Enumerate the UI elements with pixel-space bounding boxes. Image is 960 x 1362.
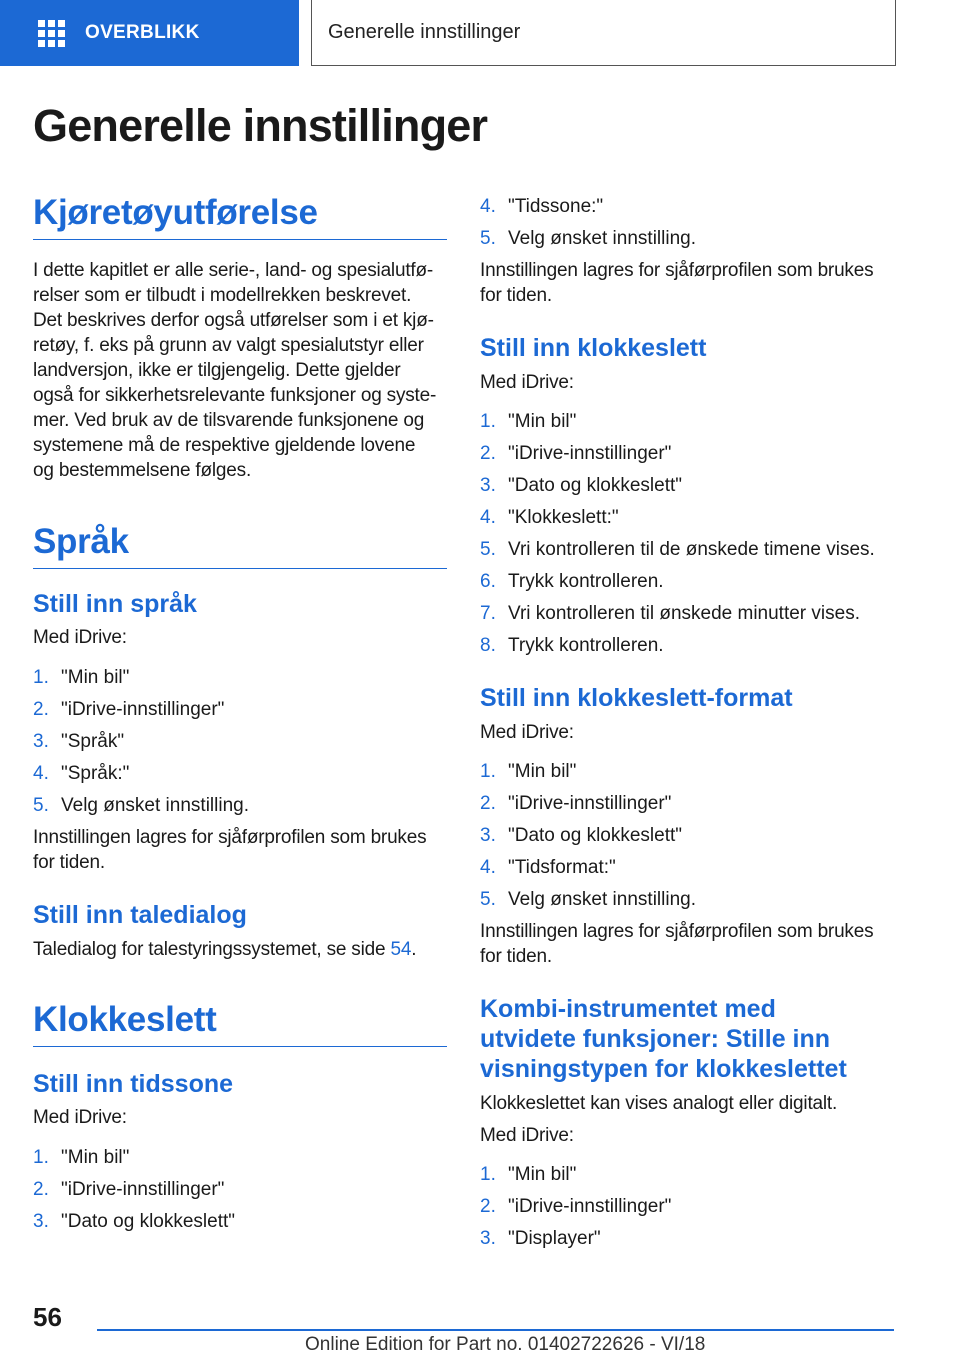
heading-set-timezone: Still inn tidssone	[33, 1070, 234, 1098]
step-text: Velg ønsket innstilling.	[61, 795, 249, 816]
text-line: for tiden.	[480, 946, 552, 967]
page-link[interactable]: 54	[390, 939, 412, 960]
step-text: "Språk"	[61, 731, 125, 752]
set-language-note	[33, 825, 426, 875]
step-text: Trykk kontrolleren.	[508, 635, 664, 656]
page-title: Generelle innstillinger	[33, 100, 488, 151]
text-line: landversjon, ikke er tilgjengelig. Dette gjelder	[33, 360, 401, 381]
section-title: Generelle innstillinger	[328, 21, 521, 43]
text-line: Innstillingen lagres for sjåførprofilen som brukes	[33, 827, 427, 848]
list-item	[480, 569, 664, 594]
list-item	[33, 793, 249, 818]
clock-format-note	[480, 919, 873, 969]
step-number: 5.	[33, 795, 49, 816]
list-item	[480, 409, 576, 434]
step-number: 1.	[480, 411, 496, 432]
list-item	[480, 473, 682, 498]
step-number: 4.	[480, 857, 496, 878]
step-number: 2.	[33, 699, 49, 720]
list-item	[33, 697, 224, 722]
list-item	[480, 633, 664, 658]
text-line: systemene må de respektive gjeldende lovene	[33, 435, 416, 456]
text-line: for tiden.	[480, 285, 552, 306]
grid-icon	[38, 20, 65, 47]
list-item	[33, 729, 124, 754]
page-number: 56	[33, 1302, 62, 1332]
step-text: "iDrive-innstillinger"	[61, 699, 225, 720]
list-item	[480, 791, 671, 816]
footer-edition: Online Edition for Part no. 01402722626 - VI/18	[305, 1334, 706, 1355]
step-number: 7.	[480, 603, 496, 624]
heading-set-clock: Still inn klokkeslett	[480, 334, 707, 362]
step-number: 5.	[480, 889, 496, 910]
step-number: 5.	[480, 228, 496, 249]
list-item	[33, 1177, 224, 1202]
overview-tab[interactable]	[0, 0, 299, 66]
step-number: 2.	[480, 1196, 496, 1217]
step-text: "Displayer"	[508, 1228, 601, 1249]
heading-language: Språk	[33, 522, 447, 569]
step-text: "Dato og klokkeslett"	[61, 1211, 236, 1232]
list-item	[480, 226, 696, 251]
text-line: for tiden.	[33, 852, 105, 873]
text-line: Det beskrives derfor også utførelser som i et kjø‐	[33, 310, 434, 331]
kombi-intro: Med iDrive:	[480, 1125, 574, 1146]
list-item	[480, 601, 860, 626]
voice-dialog-sentence: Taledialog for talestyringssystemet, se side	[33, 939, 391, 960]
step-number: 3.	[480, 825, 496, 846]
list-item	[33, 665, 129, 690]
step-text: "iDrive-innstillinger"	[508, 793, 672, 814]
step-number: 3.	[480, 1228, 496, 1249]
step-number: 6.	[480, 571, 496, 592]
step-number: 3.	[480, 475, 496, 496]
step-text: Velg ønsket innstilling.	[508, 228, 696, 249]
voice-dialog-text	[33, 937, 416, 962]
step-number: 5.	[480, 539, 496, 560]
heading-voice-dialog: Still inn taledialog	[33, 901, 247, 929]
set-language-intro: Med iDrive:	[33, 627, 127, 648]
list-item	[480, 759, 576, 784]
heading-line: utvidete funksjoner: Stille inn	[480, 1025, 831, 1053]
footer-divider	[97, 1329, 894, 1331]
step-text: "iDrive-innstillinger"	[508, 443, 672, 464]
step-text: "Språk:"	[61, 763, 130, 784]
step-text: Velg ønsket innstilling.	[508, 889, 696, 910]
text-line: relser som er tilbudt i modellrekken beskrevet.	[33, 285, 412, 306]
list-item	[480, 1226, 601, 1251]
heading-clock: Klokkeslett	[33, 1000, 447, 1047]
heading-line: Kombi-instrumentet med	[480, 995, 776, 1023]
sentence-end: .	[411, 939, 417, 960]
step-text: "Dato og klokkeslett"	[508, 825, 683, 846]
section-title-box	[311, 0, 896, 66]
text-line: retøy, f. eks på grunn av valgt spesialutstyr eller	[33, 335, 424, 356]
list-item	[480, 855, 616, 880]
list-item	[480, 887, 696, 912]
step-text: Vri kontrolleren til de ønskede timene vises.	[508, 539, 875, 560]
kombi-text: Klokkeslettet kan vises analogt eller digitalt.	[480, 1093, 838, 1114]
step-number: 1.	[33, 667, 49, 688]
step-number: 8.	[480, 635, 496, 656]
clock-format-intro: Med iDrive:	[480, 722, 574, 743]
list-item	[480, 1194, 671, 1219]
text-line: også for sikkerhetsrelevante funksjoner og syste‐	[33, 385, 437, 406]
step-number: 2.	[33, 1179, 49, 1200]
step-text: "Min bil"	[61, 667, 130, 688]
text-line: og bestemmelsene følges.	[33, 460, 252, 481]
list-item	[480, 1162, 576, 1187]
text-line: Innstillingen lagres for sjåførprofilen som brukes	[480, 260, 874, 281]
overview-tab-label: OVERBLIKK	[85, 22, 200, 43]
step-text: "Min bil"	[508, 411, 577, 432]
heading-clock-format: Still inn klokkeslett-format	[480, 684, 793, 712]
step-text: "iDrive-innstillinger"	[61, 1179, 225, 1200]
step-number: 1.	[33, 1147, 49, 1168]
step-text: "Klokkeslett:"	[508, 507, 619, 528]
step-text: "Tidssone:"	[508, 196, 604, 217]
step-number: 3.	[33, 1211, 49, 1232]
step-text: "Dato og klokkeslett"	[508, 475, 683, 496]
text-line: Innstillingen lagres for sjåførprofilen som brukes	[480, 921, 874, 942]
step-text: "Tidsformat:"	[508, 857, 616, 878]
list-item	[33, 1145, 129, 1170]
list-item	[480, 505, 619, 530]
set-timezone-intro: Med iDrive:	[33, 1107, 127, 1128]
step-number: 4.	[33, 763, 49, 784]
heading-vehicle-version: Kjøretøyutførelse	[33, 193, 447, 240]
step-number: 1.	[480, 1164, 496, 1185]
step-number: 4.	[480, 196, 496, 217]
step-text: Trykk kontrolleren.	[508, 571, 664, 592]
step-number: 2.	[480, 793, 496, 814]
list-item	[480, 441, 671, 466]
heading-set-language: Still inn språk	[33, 590, 197, 618]
step-number: 3.	[33, 731, 49, 752]
step-number: 4.	[480, 507, 496, 528]
step-text: "iDrive-innstillinger"	[508, 1196, 672, 1217]
step-text: "Min bil"	[61, 1147, 130, 1168]
heading-kombi-instrument	[480, 994, 847, 1084]
vehicle-version-text	[33, 258, 436, 483]
list-item	[480, 194, 603, 219]
step-number: 2.	[480, 443, 496, 464]
heading-line: visningstypen for klokkeslettet	[480, 1055, 847, 1083]
step-text: "Min bil"	[508, 1164, 577, 1185]
step-text: "Min bil"	[508, 761, 577, 782]
step-text: Vri kontrolleren til ønskede minutter vises.	[508, 603, 860, 624]
step-number: 1.	[480, 761, 496, 782]
list-item	[480, 537, 875, 562]
list-item	[480, 823, 682, 848]
list-item	[33, 761, 129, 786]
timezone-note	[480, 258, 873, 308]
text-line: I dette kapitlet er alle serie-, land- og spesialutfø‐	[33, 260, 434, 281]
list-item	[33, 1209, 235, 1234]
set-clock-intro: Med iDrive:	[480, 372, 574, 393]
text-line: mer. Ved bruk av de tilsvarende funksjonene og	[33, 410, 425, 431]
